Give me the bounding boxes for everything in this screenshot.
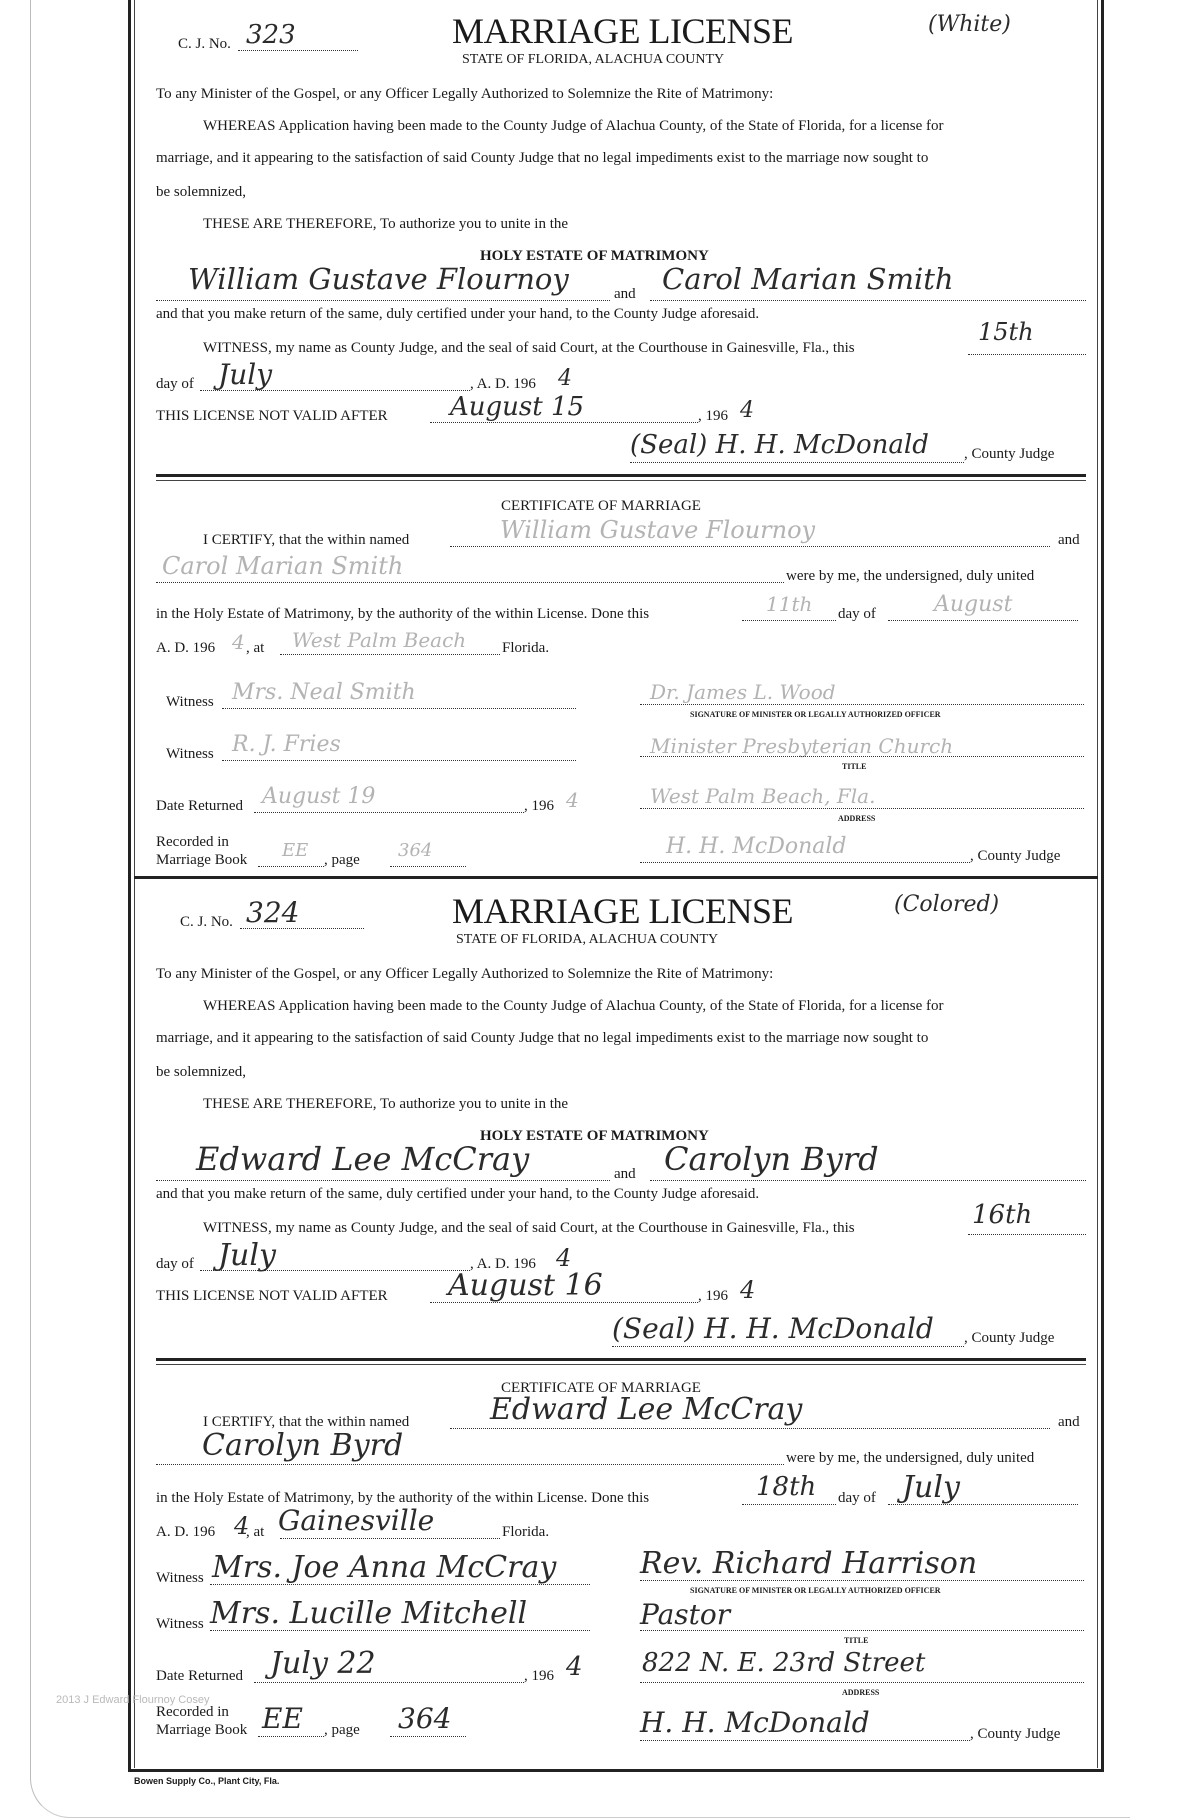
united-label: were by me, the undersigned, duly united (786, 1450, 1035, 1466)
fill-line (210, 1584, 590, 1585)
book-value: EE (282, 840, 309, 861)
license-divider (134, 876, 1098, 879)
witness-line: WITNESS, my name as County Judge, and the seal of said Court, at the Courthouse in Gainesville, Fla., this (203, 1220, 855, 1236)
fill-line (280, 654, 500, 655)
fill-line (640, 862, 970, 863)
fill-line (888, 1504, 1078, 1505)
returned-year-digit: 4 (566, 788, 579, 812)
license-title: MARRIAGE LICENSE (452, 891, 793, 931)
florida-label: Florida. (502, 1524, 550, 1540)
judge-signature: (Seal) H. H. McDonald (630, 430, 929, 460)
fill-line (156, 582, 784, 583)
fill-line (156, 1464, 784, 1465)
fill-line (210, 1630, 590, 1631)
recorded-label: Recorded in (156, 834, 229, 850)
date-returned-label: Date Returned (156, 1668, 244, 1684)
month-value: July (218, 358, 273, 391)
cj-number-value: 324 (246, 896, 300, 929)
section-divider (156, 474, 1086, 477)
fill-line (200, 390, 470, 391)
officer-title: Minister Presbyterian Church (650, 734, 954, 758)
at-label: , at (246, 640, 265, 656)
witness-2-name: Mrs. Lucille Mitchell (210, 1596, 528, 1631)
fill-line (640, 1580, 1084, 1581)
date-returned-value: August 19 (262, 784, 376, 809)
sheet-inner-border (1097, 0, 1098, 1768)
fill-line (238, 50, 358, 51)
at-label: , at (246, 1524, 265, 1540)
marriage-book-label: Marriage Book (156, 1722, 248, 1738)
witness-line: WITNESS, my name as County Judge, and the seal of said Court, at the Courthouse in Gainesville, Fla., this (203, 340, 855, 356)
address-label: ADDRESS (838, 814, 876, 823)
holy-line: in the Holy Estate of Matrimony, by the authority of the within License. Done this (156, 1490, 650, 1506)
ad-label: A. D. 196 (156, 1524, 216, 1540)
section-divider (156, 1358, 1086, 1361)
whereas-line: be solemnized, (156, 184, 246, 200)
officer-signature: Rev. Richard Harrison (640, 1546, 978, 1581)
return-line: and that you make return of the same, duly certified under your hand, to the County Judge aforesaid. (156, 306, 760, 322)
fill-line (640, 1630, 1084, 1631)
day-of-label: day of (156, 376, 194, 392)
not-valid-label: THIS LICENSE NOT VALID AFTER (156, 1288, 388, 1304)
date-returned-value: July 22 (270, 1646, 376, 1681)
fill-line (450, 1428, 1050, 1429)
fill-line (430, 422, 698, 423)
fill-line (200, 1270, 470, 1271)
witness-label: Witness (156, 1570, 204, 1586)
license-title: MARRIAGE LICENSE (452, 11, 793, 51)
cert-month-value: July (902, 1470, 960, 1505)
fill-line (630, 462, 964, 463)
not-valid-date: August 15 (450, 392, 585, 422)
not-valid-year-digit: 4 (740, 398, 754, 423)
county-judge-label: , County Judge (970, 848, 1061, 864)
cj-number-value: 323 (246, 20, 296, 50)
and-label: and (1058, 1414, 1080, 1430)
cj-number-label: C. J. No. (178, 36, 231, 52)
officer-signature-label: SIGNATURE OF MINISTER OR LEGALLY AUTHORIZED OFFICER (690, 1586, 941, 1595)
section-divider (156, 1364, 1086, 1365)
fill-line (156, 300, 610, 301)
whereas-line: WHEREAS Application having been made to the County Judge of Alachua County, of the State of Florida, for a license for (203, 118, 944, 134)
recorder-signature: H. H. McDonald (640, 1706, 870, 1739)
fill-line (888, 620, 1078, 621)
recorder-signature: H. H. McDonald (666, 834, 847, 859)
address-line: To any Minister of the Gospel, or any Officer Legally Authorized to Solemnize the Rite of Matrimony: (156, 86, 774, 102)
section-divider (156, 480, 1086, 481)
fill-line (612, 1346, 964, 1347)
officer-address: West Palm Beach, Fla. (650, 784, 876, 808)
year-digit: 4 (558, 366, 572, 391)
officer-address: 822 N. E. 23rd Street (642, 1648, 926, 1678)
holy-estate-heading: HOLY ESTATE OF MATRIMONY (480, 248, 709, 264)
florida-label: Florida. (502, 640, 550, 656)
not-valid-year-label: , 196 (698, 1288, 728, 1304)
page-value: 364 (398, 840, 433, 861)
witness-label: Witness (156, 1616, 204, 1632)
holy-line: in the Holy Estate of Matrimony, by the authority of the within License. Done this (156, 606, 650, 622)
returned-year-digit: 4 (566, 1652, 583, 1682)
cert-place: Gainesville (278, 1504, 435, 1537)
certificate-title: CERTIFICATE OF MARRIAGE (501, 498, 701, 514)
day-of-label: day of (838, 606, 876, 622)
license-subtitle: STATE OF FLORIDA, ALACHUA COUNTY (456, 932, 719, 947)
cert-place: West Palm Beach (292, 628, 467, 652)
fill-line (156, 1180, 610, 1181)
fill-line (222, 708, 576, 709)
and-label: and (614, 286, 636, 302)
fill-line (968, 1234, 1086, 1235)
cert-groom-name: William Gustave Flournoy (500, 516, 816, 544)
day-value: 15th (978, 318, 1034, 346)
fill-line (254, 1682, 524, 1683)
witness-label: Witness (166, 694, 214, 710)
ad-label: A. D. 196 (156, 640, 216, 656)
page-label: , page (324, 852, 360, 868)
therefore-line: THESE ARE THEREFORE, To authorize you to unite in the (203, 216, 569, 232)
fill-line (430, 1302, 698, 1303)
day-value: 16th (972, 1200, 1033, 1230)
return-line: and that you make return of the same, duly certified under your hand, to the County Judge aforesaid. (156, 1186, 760, 1202)
and-label: and (1058, 532, 1080, 548)
officer-title: Pastor (640, 1598, 731, 1631)
fill-line (258, 1736, 324, 1737)
cert-day-value: 18th (756, 1472, 817, 1502)
witness-1-name: Mrs. Neal Smith (232, 680, 416, 705)
not-valid-label: THIS LICENSE NOT VALID AFTER (156, 408, 388, 424)
cert-year-digit: 4 (234, 1512, 250, 1540)
holy-estate-heading: HOLY ESTATE OF MATRIMONY (480, 1128, 709, 1144)
united-label: were by me, the undersigned, duly united (786, 568, 1035, 584)
not-valid-year-label: , 196 (698, 408, 728, 424)
fill-line (640, 1682, 1084, 1683)
cert-month-value: August (934, 592, 1013, 617)
whereas-line: be solemnized, (156, 1064, 246, 1080)
returned-year-label: , 196 (524, 798, 554, 814)
cert-year-digit: 4 (232, 630, 245, 654)
certify-label: I CERTIFY, that the within named (203, 1414, 410, 1430)
fill-line (390, 866, 466, 867)
county-judge-label: , County Judge (964, 1330, 1055, 1346)
bride-name: Carolyn Byrd (664, 1140, 879, 1178)
fill-line (650, 1180, 1086, 1181)
witness-label: Witness (166, 746, 214, 762)
ad-label: , A. D. 196 (470, 1256, 536, 1272)
day-of-label: day of (838, 1490, 876, 1506)
fill-line (742, 1504, 836, 1505)
month-value: July (218, 1238, 276, 1273)
not-valid-date: August 16 (448, 1268, 603, 1303)
whereas-line: marriage, and it appearing to the satisfaction of said County Judge that no legal impediments exist to the marriage now sought to (156, 150, 929, 166)
not-valid-year-digit: 4 (740, 1276, 756, 1304)
whereas-line: marriage, and it appearing to the satisfaction of said County Judge that no legal impediments exist to the marriage now sought to (156, 1030, 929, 1046)
fill-line (640, 756, 1084, 757)
certificate-title: CERTIFICATE OF MARRIAGE (501, 1380, 701, 1396)
fill-line (390, 1736, 466, 1737)
fill-line (968, 354, 1086, 355)
recorded-label: Recorded in (156, 1704, 229, 1720)
cert-bride-name: Carol Marian Smith (162, 552, 404, 580)
race-note: (White) (928, 12, 1011, 37)
county-judge-label: , County Judge (964, 446, 1055, 462)
fill-line (280, 1538, 500, 1539)
title-label: TITLE (842, 762, 867, 771)
date-returned-label: Date Returned (156, 798, 244, 814)
license-subtitle: STATE OF FLORIDA, ALACHUA COUNTY (462, 52, 725, 67)
whereas-line: WHEREAS Application having been made to the County Judge of Alachua County, of the State of Florida, for a license for (203, 998, 944, 1014)
address-label: ADDRESS (842, 1688, 880, 1697)
address-line: To any Minister of the Gospel, or any Officer Legally Authorized to Solemnize the Rite of Matrimony: (156, 966, 774, 982)
county-judge-label: , County Judge (970, 1726, 1061, 1742)
title-label: TITLE (844, 1636, 869, 1645)
fill-line (640, 1740, 970, 1741)
page-value: 364 (398, 1702, 452, 1735)
book-value: EE (262, 1702, 303, 1735)
groom-name: Edward Lee McCray (196, 1140, 530, 1178)
returned-year-label: , 196 (524, 1668, 554, 1684)
certify-label: I CERTIFY, that the within named (203, 532, 410, 548)
fill-line (640, 808, 1084, 809)
cj-number-label: C. J. No. (180, 914, 233, 930)
bride-name: Carol Marian Smith (662, 262, 954, 296)
fill-line (650, 300, 1086, 301)
judge-signature: (Seal) H. H. McDonald (612, 1312, 934, 1345)
and-label: and (614, 1166, 636, 1182)
cert-groom-name: Edward Lee McCray (490, 1392, 803, 1427)
printer-imprint: Bowen Supply Co., Plant City, Fla. (134, 1776, 280, 1786)
fill-line (258, 866, 324, 867)
officer-signature-label: SIGNATURE OF MINISTER OR LEGALLY AUTHORIZED OFFICER (690, 710, 941, 719)
cert-day-value: 11th (766, 592, 813, 616)
cert-bride-name: Carolyn Byrd (202, 1428, 404, 1463)
ad-label: , A. D. 196 (470, 376, 536, 392)
fill-line (222, 760, 576, 761)
witness-2-name: R. J. Fries (232, 732, 341, 757)
therefore-line: THESE ARE THEREFORE, To authorize you to unite in the (203, 1096, 569, 1112)
witness-1-name: Mrs. Joe Anna McCray (212, 1550, 557, 1585)
officer-signature: Dr. James L. Wood (650, 680, 836, 704)
fill-line (450, 546, 1050, 547)
sheet-inner-border (134, 0, 135, 1768)
fill-line (742, 620, 836, 621)
marriage-book-label: Marriage Book (156, 852, 248, 868)
race-note: (Colored) (894, 892, 1000, 917)
copyright-watermark: 2013 J Edward Flournoy Cosey (56, 1694, 210, 1706)
day-of-label: day of (156, 1256, 194, 1272)
groom-name: William Gustave Flournoy (188, 262, 569, 296)
fill-line (254, 812, 524, 813)
year-digit: 4 (556, 1244, 572, 1272)
fill-line (640, 704, 1084, 705)
page-label: , page (324, 1722, 360, 1738)
